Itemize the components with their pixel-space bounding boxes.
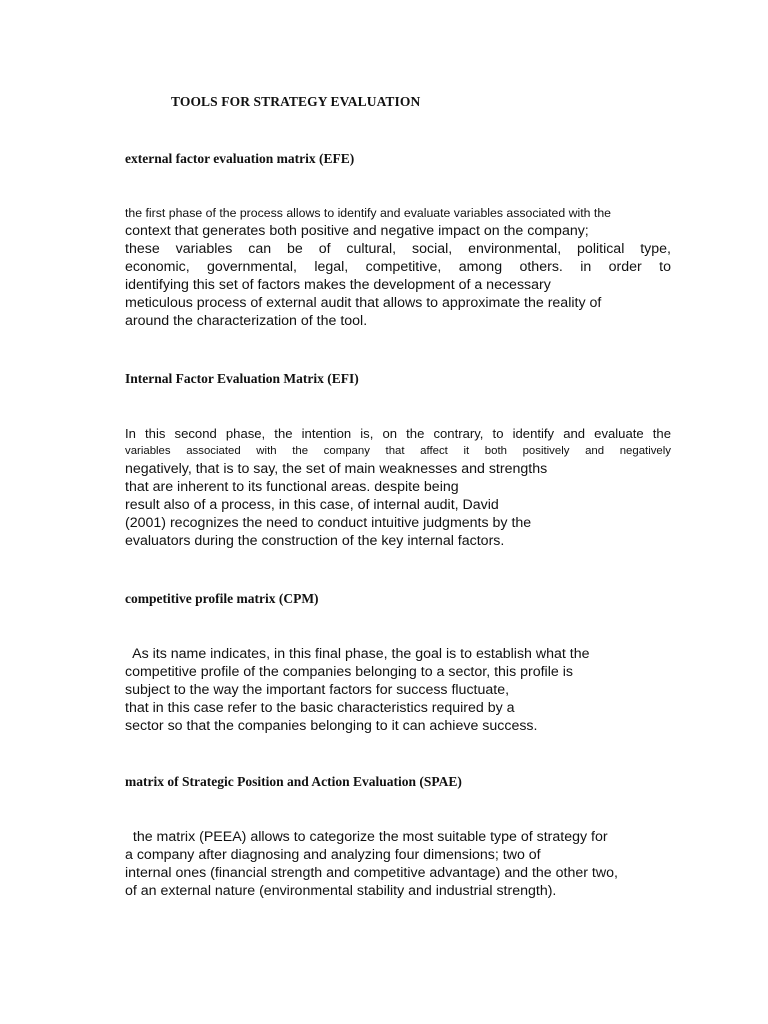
paragraph-line: a company after diagnosing and analyzing four dimensions; two of <box>125 847 541 863</box>
paragraph-line: As its name indicates, in this final phase, the goal is to establish what the <box>125 646 590 662</box>
section-heading-cpm: competitive profile matrix (CPM) <box>125 591 319 606</box>
section-paragraph-efe <box>125 204 671 330</box>
section-heading-efi: Internal Factor Evaluation Matrix (EFI) <box>125 371 359 386</box>
paragraph-line: of an external nature (environmental stability and industrial strength). <box>125 883 557 899</box>
section-heading-spae: matrix of Strategic Position and Action Evaluation (SPAE) <box>125 774 462 789</box>
section-paragraph-cpm <box>125 645 671 735</box>
paragraph-line: competitive profile of the companies belonging to a sector, this profile is <box>125 664 573 680</box>
section-paragraph-efi <box>125 425 671 550</box>
paragraph-line: the matrix (PEEA) allows to categorize the most suitable type of strategy for <box>125 829 608 845</box>
paragraph-line: these variables can be of cultural, social, environmental, political type, <box>125 241 671 257</box>
paragraph-line: subject to the way the important factors for success fluctuate, <box>125 682 510 698</box>
paragraph-line: In this second phase, the intention is, on the contrary, to identify and evaluate the <box>125 426 671 441</box>
paragraph-line: that in this case refer to the basic characteristics required by a <box>125 700 515 716</box>
paragraph-line: around the characterization of the tool. <box>125 313 368 329</box>
paragraph-line: evaluators during the construction of the key internal factors. <box>125 533 505 549</box>
paragraph-line: meticulous process of external audit that allows to approximate the reality of <box>125 295 602 311</box>
paragraph-line: the first phase of the process allows to identify and evaluate variables associated with the <box>125 206 612 220</box>
paragraph-line: negatively, that is to say, the set of main weaknesses and strengths <box>125 461 548 477</box>
paragraph-line: variables associated with the company that affect it both positively and negatively <box>125 445 671 457</box>
paragraph-line: result also of a process, in this case, of internal audit, David <box>125 497 499 513</box>
paragraph-line: identifying this set of factors makes the development of a necessary <box>125 277 551 293</box>
paragraph-line: context that generates both positive and negative impact on the company; <box>125 223 589 239</box>
page-title: TOOLS FOR STRATEGY EVALUATION <box>171 94 421 109</box>
paragraph-line: economic, governmental, legal, competitive, among others. in order to <box>125 259 671 275</box>
paragraph-line: that are inherent to its functional areas. despite being <box>125 479 459 495</box>
paragraph-line: (2001) recognizes the need to conduct intuitive judgments by the <box>125 515 532 531</box>
section-heading-efe: external factor evaluation matrix (EFE) <box>125 151 355 166</box>
paragraph-line: sector so that the companies belonging to it can achieve success. <box>125 718 538 734</box>
section-paragraph-spae <box>125 828 671 900</box>
paragraph-line: internal ones (financial strength and competitive advantage) and the other two, <box>125 865 618 881</box>
